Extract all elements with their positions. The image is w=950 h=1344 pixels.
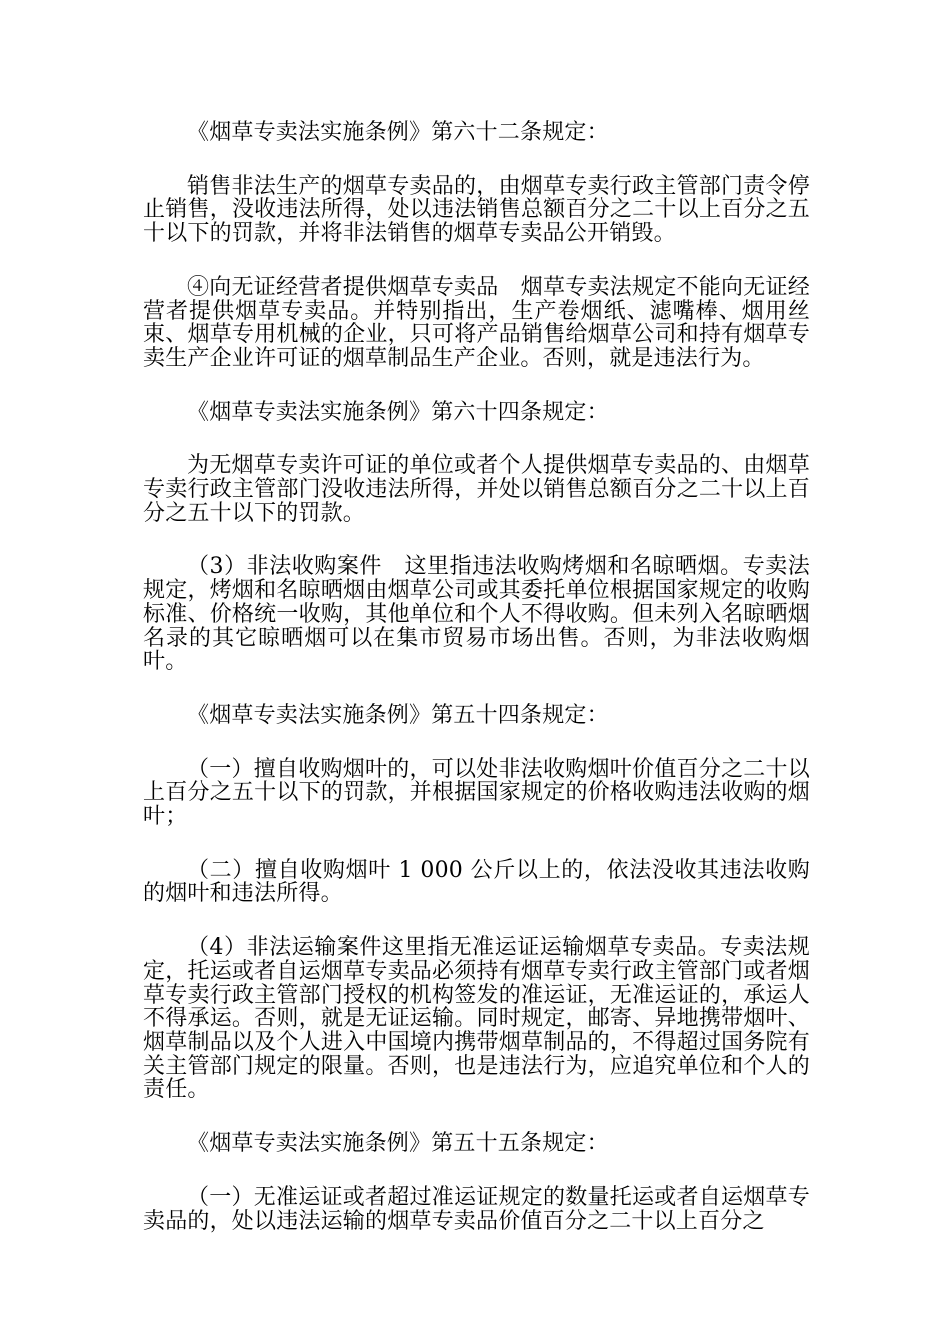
- illegal-transport-section: （4）非法运输案件这里指无准运证运输烟草专卖品。专卖法规定，托运或者自运烟草专卖品必须持有烟草专卖行政主管部门或者烟草专卖行政主管部门授权的机构签发的准运证，无准运证的，承运人不得承运。否则，就是无证运输。同时规定，邮寄、异地携带烟叶、烟草制品以及个人进入中国境内携带烟草制品的，不得超过国务院有关主管部门规定的限量。否则，也是违法行为，应追究单位和个人的责任。: [143, 935, 810, 1103]
- article-62-heading: 《烟草专卖法实施条例》第六十二条规定：: [187, 120, 609, 145]
- article-54-item-1: （一）擅自收购烟叶的，可以处非法收购烟叶价值百分之二十以上百分之五十以下的罚款，并根据国家规定的价格收购违法收购的烟叶；: [143, 756, 810, 830]
- article-55-heading: 《烟草专卖法实施条例》第五十五条规定：: [187, 1131, 609, 1157]
- article-55-item-1: （一）无准运证或者超过准运证规定的数量托运或者自运烟草专卖品的，处以违法运输的烟草专卖品价值百分之二十以上百分之: [143, 1184, 810, 1234]
- illegal-purchase-section: （3）非法收购案件 这里指违法收购烤烟和名晾晒烟。专卖法规定，烤烟和名晾晒烟由烟草公司或其委托单位根据国家规定的收购标准、价格统一收购，其他单位和个人不得收购。但未列入名晾晒烟名录的其它晾晒烟可以在集市贸易市场出售。否则，为非法收购烟叶。: [143, 554, 810, 675]
- article-54-item-2: （二）擅自收购烟叶 1 000 公斤以上的，依法没收其违法收购的烟叶和违法所得。: [143, 857, 810, 907]
- article-54-heading: 《烟草专卖法实施条例》第五十四条规定：: [187, 702, 609, 728]
- document-body: [143, 121, 810, 1263]
- article-62-text: 销售非法生产的烟草专卖品的，由烟草专卖行政主管部门责令停止销售，没收违法所得，处以违法销售总额百分之二十以上百分之五十以下的罚款，并将非法销售的烟草专卖品公开销毁。: [143, 173, 810, 247]
- unlicensed-supply-section: ④向无证经营者提供烟草专卖品 烟草专卖法规定不能向无证经营者提供烟草专卖品。并特别指出，生产卷烟纸、滤嘴棒、烟用丝束、烟草专用机械的企业，只可将产品销售给烟草公司和持有烟草专卖生产企业许可证的烟草制品生产企业。否则，就是违法行为。: [143, 274, 810, 371]
- article-64-heading: 《烟草专卖法实施条例》第六十四条规定：: [187, 399, 609, 425]
- article-64-text: 为无烟草专卖许可证的单位或者个人提供烟草专卖品的、由烟草专卖行政主管部门没收违法所得，并处以销售总额百分之二十以上百分之五十以下的罚款。: [143, 453, 810, 526]
